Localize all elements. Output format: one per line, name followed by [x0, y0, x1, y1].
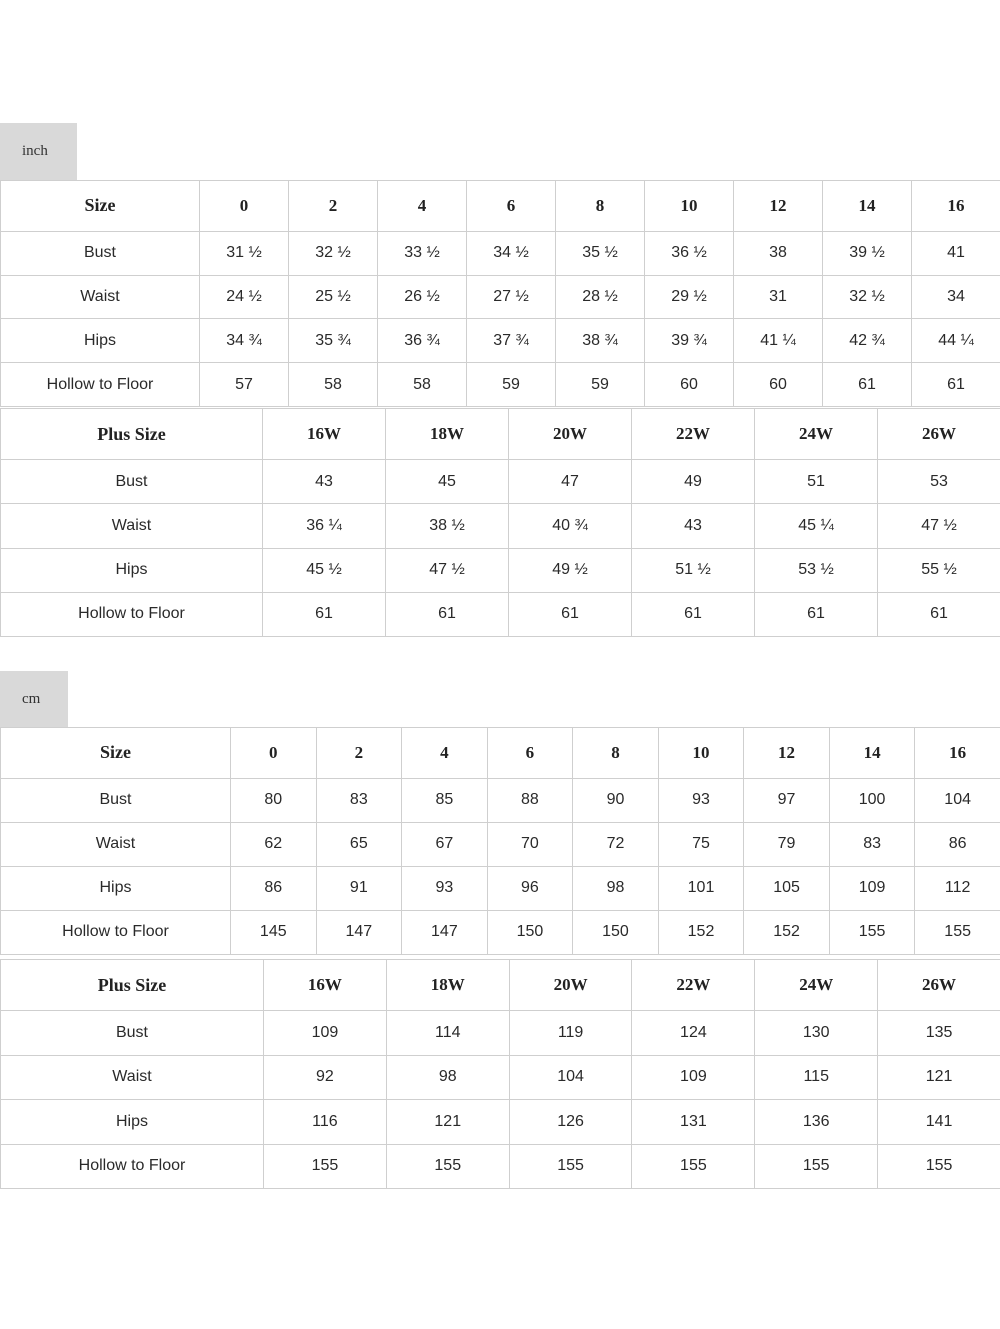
measurement-value: 109 [264, 1011, 387, 1055]
unit-label-cm: cm [0, 671, 68, 727]
measurement-value: 105 [744, 866, 830, 910]
table-row [1, 910, 1000, 954]
size-header-cell: 20W [509, 960, 632, 1011]
size-header-cell: 8 [556, 181, 645, 232]
measurement-value: 61 [823, 363, 912, 407]
measurement-value: 32 ½ [289, 231, 378, 275]
size-header-cell: 4 [378, 181, 467, 232]
measurement-value: 43 [263, 460, 386, 504]
table-row [1, 460, 1000, 504]
measurement-value: 53 ½ [755, 548, 878, 592]
size-header-cell: 22W [632, 960, 755, 1011]
header-label: Plus Size [1, 960, 264, 1011]
size-header-cell: 24W [755, 409, 878, 460]
measurement-value: 41 [912, 231, 1000, 275]
size-header-cell: 8 [573, 728, 659, 779]
header-label: Size [1, 181, 200, 232]
size-header-cell: 14 [829, 728, 915, 779]
measurement-value: 114 [386, 1011, 509, 1055]
table-row [1, 1055, 1000, 1099]
measurement-value: 147 [316, 910, 402, 954]
measurement-value: 28 ½ [556, 275, 645, 319]
measurement-value: 155 [264, 1144, 387, 1188]
measurement-value: 86 [231, 866, 317, 910]
table-header-row [1, 960, 1000, 1011]
measurement-value: 93 [402, 866, 488, 910]
measurement-label: Hollow to Floor [1, 1144, 264, 1188]
size-header-cell: 0 [231, 728, 317, 779]
table-row [1, 822, 1000, 866]
measurement-value: 80 [231, 778, 317, 822]
size-header-cell: 0 [200, 181, 289, 232]
measurement-value: 150 [573, 910, 659, 954]
measurement-value: 155 [755, 1144, 878, 1188]
measurement-value: 145 [231, 910, 317, 954]
measurement-value: 45 [386, 460, 509, 504]
table-row [1, 275, 1000, 319]
measurement-value: 96 [487, 866, 573, 910]
measurement-value: 141 [878, 1100, 1000, 1144]
measurement-value: 126 [509, 1100, 632, 1144]
size-header-cell: 26W [878, 409, 1000, 460]
size-header-cell: 10 [645, 181, 734, 232]
size-header-cell: 6 [487, 728, 573, 779]
measurement-label: Waist [1, 822, 231, 866]
measurement-value: 27 ½ [467, 275, 556, 319]
measurement-value: 31 [734, 275, 823, 319]
measurement-value: 70 [487, 822, 573, 866]
table-row [1, 363, 1000, 407]
measurement-value: 25 ½ [289, 275, 378, 319]
measurement-value: 49 ½ [509, 548, 632, 592]
measurement-value: 47 [509, 460, 632, 504]
measurement-label: Waist [1, 275, 200, 319]
measurement-value: 98 [386, 1055, 509, 1099]
inch-size-table [0, 180, 1000, 407]
measurement-label: Bust [1, 460, 263, 504]
cm-size-table [0, 727, 1000, 955]
measurement-value: 67 [402, 822, 488, 866]
measurement-label: Hollow to Floor [1, 363, 200, 407]
measurement-value: 124 [632, 1011, 755, 1055]
measurement-label: Hips [1, 1100, 264, 1144]
inch-plus-size-table [0, 408, 1000, 637]
measurement-value: 39 ½ [823, 231, 912, 275]
measurement-value: 119 [509, 1011, 632, 1055]
measurement-value: 61 [878, 592, 1000, 636]
measurement-value: 121 [386, 1100, 509, 1144]
measurement-value: 155 [509, 1144, 632, 1188]
measurement-value: 58 [378, 363, 467, 407]
measurement-value: 155 [632, 1144, 755, 1188]
measurement-value: 58 [289, 363, 378, 407]
measurement-value: 88 [487, 778, 573, 822]
table-row [1, 1100, 1000, 1144]
measurement-value: 53 [878, 460, 1000, 504]
measurement-value: 36 ¾ [378, 319, 467, 363]
measurement-value: 136 [755, 1100, 878, 1144]
measurement-value: 104 [915, 778, 1000, 822]
table-row [1, 504, 1000, 548]
measurement-value: 35 ¾ [289, 319, 378, 363]
measurement-value: 152 [658, 910, 744, 954]
measurement-value: 41 ¼ [734, 319, 823, 363]
table-header-row [1, 409, 1000, 460]
table-header-row [1, 728, 1000, 779]
measurement-value: 34 [912, 275, 1000, 319]
measurement-value: 91 [316, 866, 402, 910]
measurement-value: 61 [755, 592, 878, 636]
measurement-value: 55 ½ [878, 548, 1000, 592]
measurement-value: 90 [573, 778, 659, 822]
measurement-value: 92 [264, 1055, 387, 1099]
measurement-value: 101 [658, 866, 744, 910]
table-row [1, 1144, 1000, 1188]
measurement-value: 86 [915, 822, 1000, 866]
measurement-value: 109 [632, 1055, 755, 1099]
size-header-cell: 16W [263, 409, 386, 460]
measurement-value: 57 [200, 363, 289, 407]
size-header-cell: 18W [386, 960, 509, 1011]
measurement-label: Bust [1, 231, 200, 275]
measurement-value: 155 [829, 910, 915, 954]
table-row [1, 548, 1000, 592]
cm-plus-size-table [0, 959, 1000, 1189]
measurement-value: 65 [316, 822, 402, 866]
measurement-value: 36 ¼ [263, 504, 386, 548]
measurement-label: Hollow to Floor [1, 910, 231, 954]
measurement-value: 79 [744, 822, 830, 866]
measurement-value: 135 [878, 1011, 1000, 1055]
measurement-value: 42 ¾ [823, 319, 912, 363]
measurement-value: 61 [509, 592, 632, 636]
measurement-value: 59 [556, 363, 645, 407]
measurement-value: 34 ¾ [200, 319, 289, 363]
measurement-value: 59 [467, 363, 556, 407]
size-header-cell: 2 [316, 728, 402, 779]
measurement-value: 116 [264, 1100, 387, 1144]
measurement-value: 26 ½ [378, 275, 467, 319]
measurement-label: Hips [1, 866, 231, 910]
measurement-label: Hips [1, 548, 263, 592]
measurement-value: 39 ¾ [645, 319, 734, 363]
measurement-value: 45 ¼ [755, 504, 878, 548]
measurement-value: 29 ½ [645, 275, 734, 319]
size-header-cell: 16W [264, 960, 387, 1011]
measurement-value: 121 [878, 1055, 1000, 1099]
measurement-value: 61 [912, 363, 1000, 407]
table-row [1, 1011, 1000, 1055]
measurement-value: 72 [573, 822, 659, 866]
measurement-value: 83 [316, 778, 402, 822]
table-row [1, 866, 1000, 910]
measurement-value: 104 [509, 1055, 632, 1099]
size-header-cell: 18W [386, 409, 509, 460]
unit-label-inch: inch [0, 123, 77, 180]
measurement-value: 49 [632, 460, 755, 504]
measurement-value: 147 [402, 910, 488, 954]
measurement-value: 83 [829, 822, 915, 866]
measurement-value: 97 [744, 778, 830, 822]
measurement-value: 61 [263, 592, 386, 636]
measurement-value: 60 [734, 363, 823, 407]
header-label: Size [1, 728, 231, 779]
size-header-cell: 2 [289, 181, 378, 232]
measurement-value: 40 ¾ [509, 504, 632, 548]
table-row [1, 231, 1000, 275]
table-row [1, 592, 1000, 636]
measurement-value: 43 [632, 504, 755, 548]
measurement-value: 130 [755, 1011, 878, 1055]
size-header-cell: 22W [632, 409, 755, 460]
table-header-row [1, 181, 1000, 232]
size-header-cell: 26W [878, 960, 1000, 1011]
measurement-value: 155 [386, 1144, 509, 1188]
measurement-value: 38 [734, 231, 823, 275]
measurement-value: 155 [878, 1144, 1000, 1188]
measurement-label: Hollow to Floor [1, 592, 263, 636]
measurement-value: 32 ½ [823, 275, 912, 319]
measurement-label: Bust [1, 1011, 264, 1055]
measurement-value: 33 ½ [378, 231, 467, 275]
measurement-value: 47 ½ [878, 504, 1000, 548]
size-header-cell: 16 [912, 181, 1000, 232]
size-header-cell: 12 [744, 728, 830, 779]
measurement-value: 47 ½ [386, 548, 509, 592]
size-header-cell: 14 [823, 181, 912, 232]
measurement-value: 150 [487, 910, 573, 954]
size-header-cell: 6 [467, 181, 556, 232]
measurement-value: 45 ½ [263, 548, 386, 592]
measurement-value: 31 ½ [200, 231, 289, 275]
measurement-value: 34 ½ [467, 231, 556, 275]
measurement-value: 155 [915, 910, 1000, 954]
size-header-cell: 4 [402, 728, 488, 779]
measurement-value: 75 [658, 822, 744, 866]
measurement-value: 93 [658, 778, 744, 822]
size-header-cell: 16 [915, 728, 1000, 779]
measurement-value: 36 ½ [645, 231, 734, 275]
measurement-value: 109 [829, 866, 915, 910]
measurement-value: 61 [632, 592, 755, 636]
size-header-cell: 20W [509, 409, 632, 460]
measurement-value: 38 ¾ [556, 319, 645, 363]
measurement-label: Hips [1, 319, 200, 363]
size-header-cell: 12 [734, 181, 823, 232]
measurement-value: 44 ¼ [912, 319, 1000, 363]
measurement-value: 85 [402, 778, 488, 822]
table-row [1, 778, 1000, 822]
measurement-label: Bust [1, 778, 231, 822]
measurement-value: 112 [915, 866, 1000, 910]
size-header-cell: 10 [658, 728, 744, 779]
measurement-value: 51 ½ [632, 548, 755, 592]
measurement-value: 60 [645, 363, 734, 407]
measurement-value: 100 [829, 778, 915, 822]
header-label: Plus Size [1, 409, 263, 460]
measurement-value: 37 ¾ [467, 319, 556, 363]
measurement-value: 98 [573, 866, 659, 910]
measurement-value: 38 ½ [386, 504, 509, 548]
measurement-value: 35 ½ [556, 231, 645, 275]
table-row [1, 319, 1000, 363]
measurement-label: Waist [1, 1055, 264, 1099]
measurement-value: 24 ½ [200, 275, 289, 319]
measurement-label: Waist [1, 504, 263, 548]
measurement-value: 115 [755, 1055, 878, 1099]
measurement-value: 131 [632, 1100, 755, 1144]
measurement-value: 51 [755, 460, 878, 504]
measurement-value: 152 [744, 910, 830, 954]
measurement-value: 61 [386, 592, 509, 636]
size-header-cell: 24W [755, 960, 878, 1011]
measurement-value: 62 [231, 822, 317, 866]
